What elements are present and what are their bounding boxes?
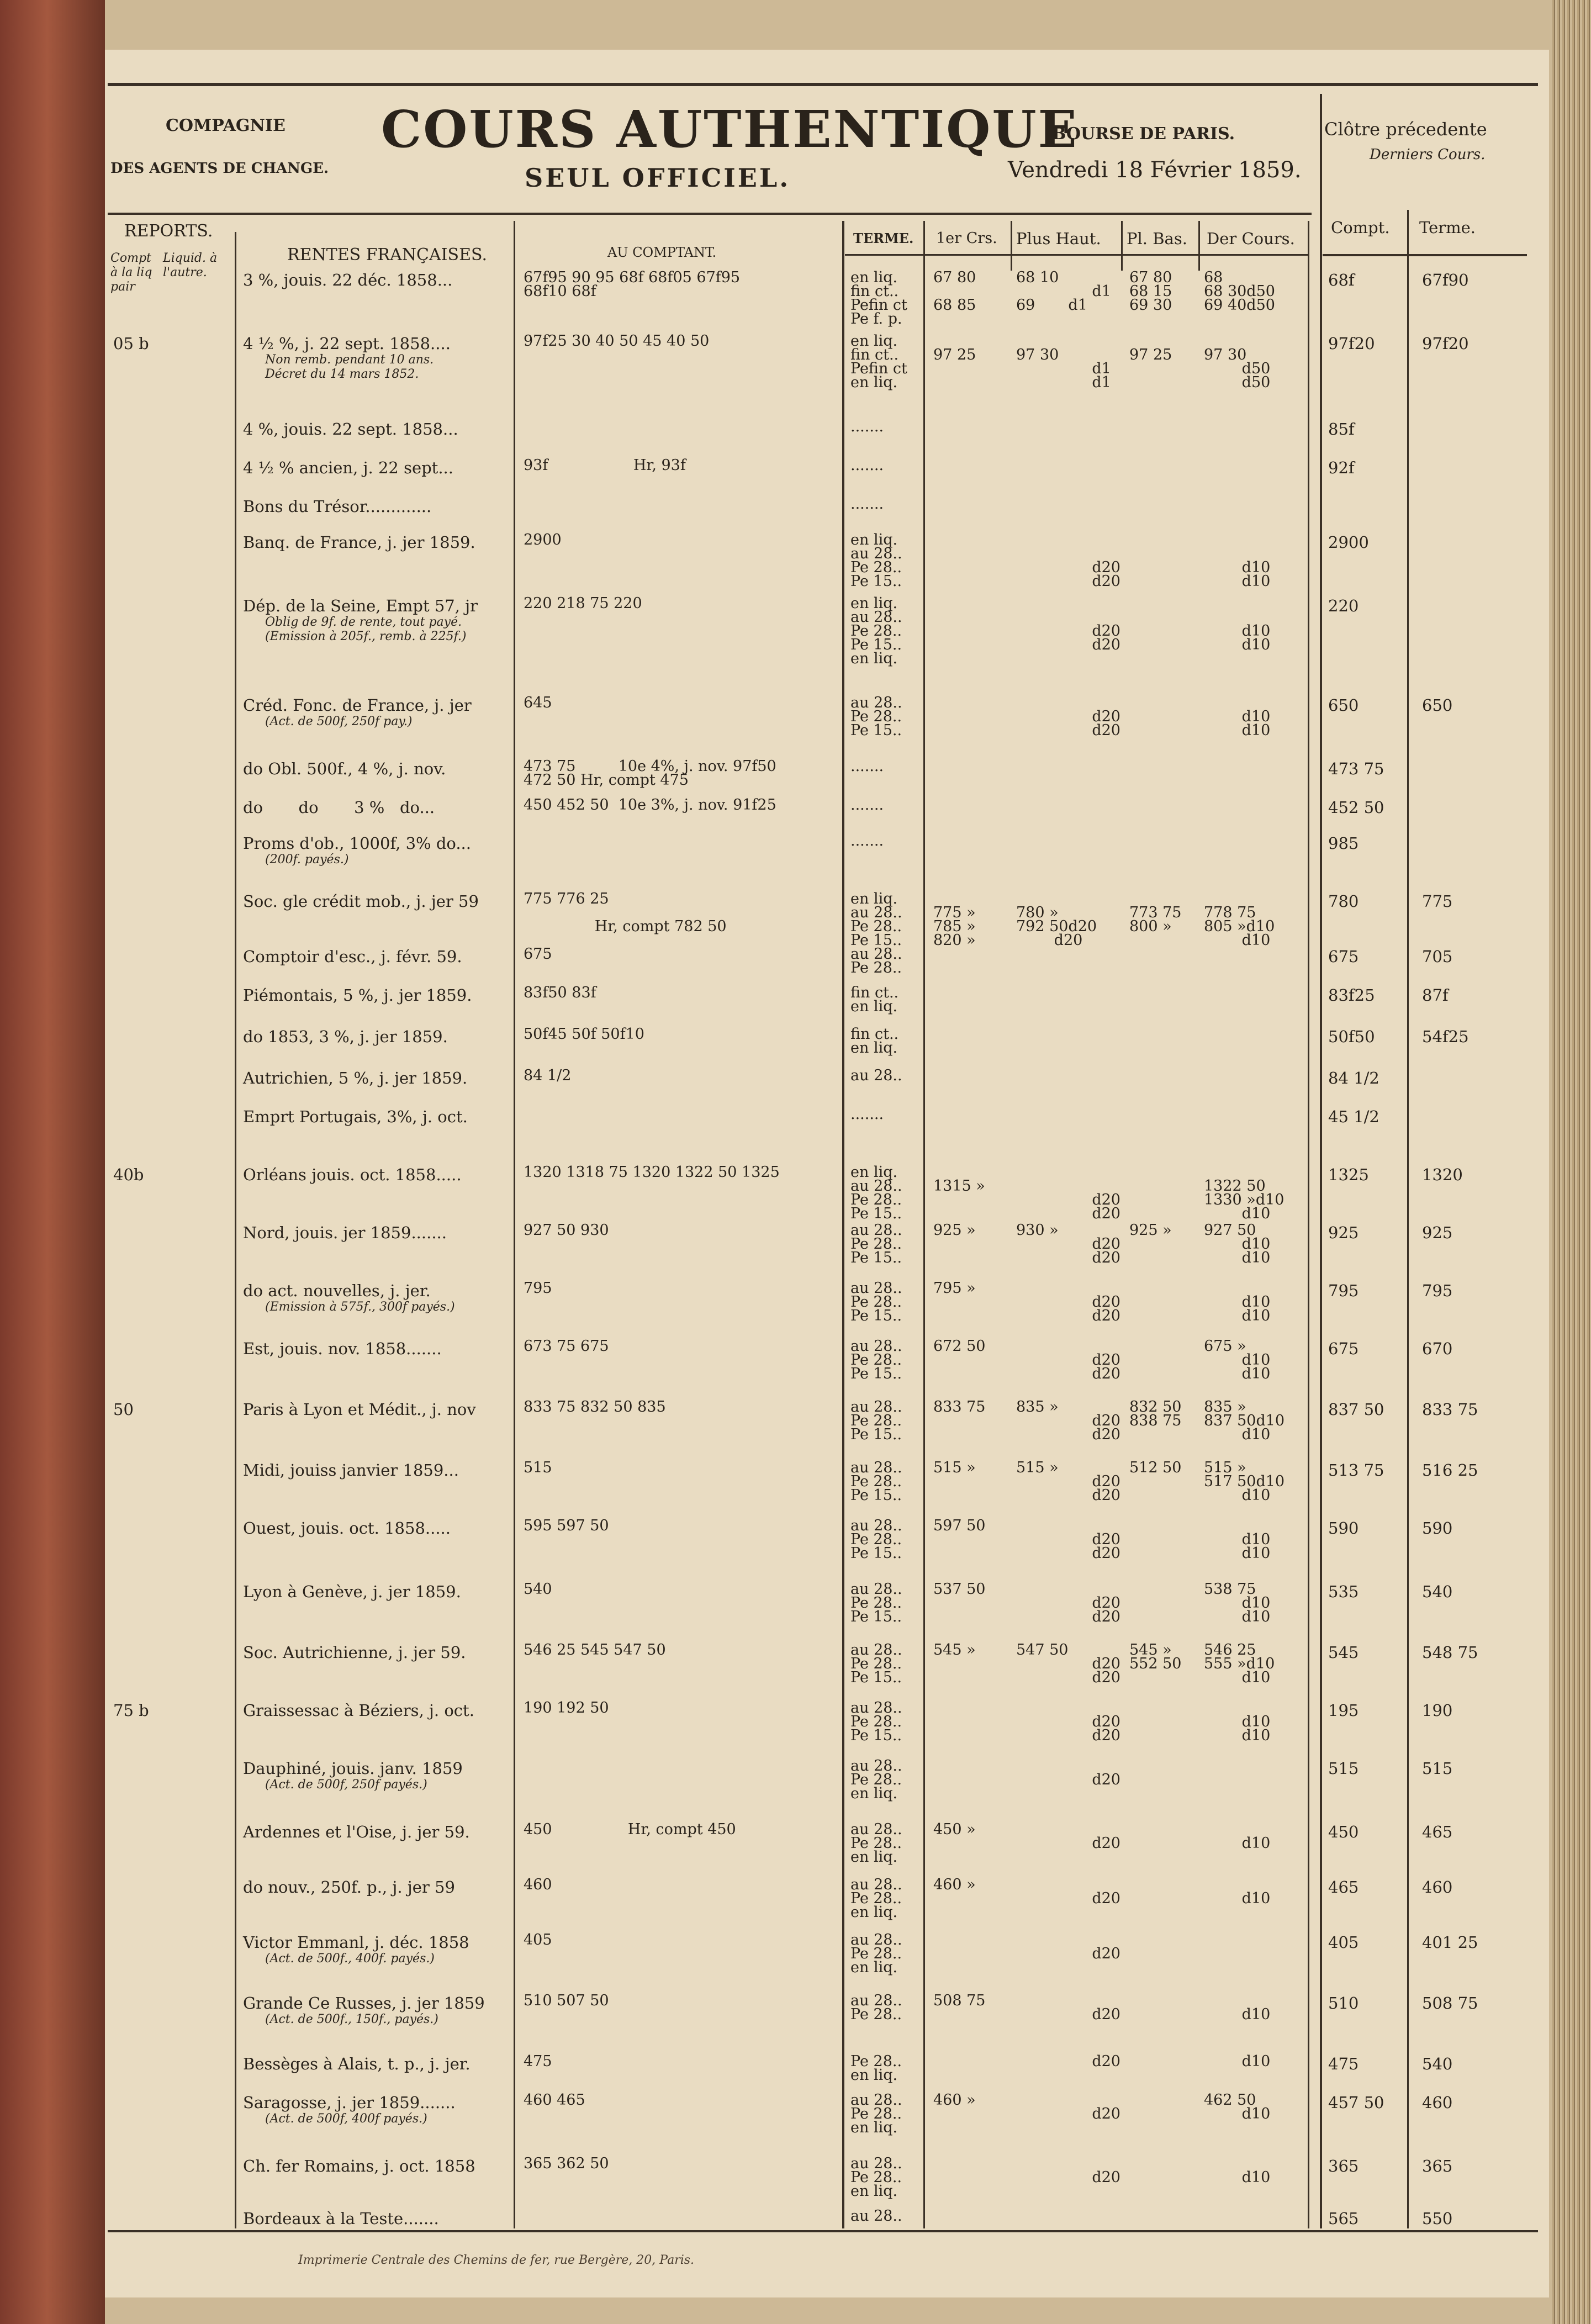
cell-prec-c: 545 xyxy=(1328,1643,1359,1662)
cell-prec-c: 675 xyxy=(1328,1339,1359,1358)
cell-prec-t: 465 xyxy=(1422,1823,1453,1841)
cell-prec-c: 590 xyxy=(1328,1519,1359,1538)
cell-terme: au 28.. Pe 28.. Pe 15.. xyxy=(850,1338,902,1382)
cell-terme: au 28.. Pe 28.. en liq. xyxy=(850,1931,902,1976)
cell-prec-c: 465 xyxy=(1328,1878,1359,1897)
cell-dernier: 546 25 555 »d10 d10 xyxy=(1204,1641,1275,1686)
cell-comptant: 405 xyxy=(524,1931,552,1948)
cell-prec-c: 68f xyxy=(1328,271,1355,289)
vrule-terme-l xyxy=(842,221,844,2228)
cell-comptant: 2900 xyxy=(524,531,562,548)
cell-terme: fin ct.. en liq. xyxy=(850,984,899,1015)
vrule-reports xyxy=(235,232,236,2228)
cell-prec-c: 84 1/2 xyxy=(1328,1069,1379,1087)
cell-name: Piémontais, 5 %, j. jer 1859. xyxy=(243,986,472,1005)
cell-comptant: 450 452 50 10e 3%, j. nov. 91f25 xyxy=(524,796,776,814)
cell-terme: au 28.. Pe 28.. en liq. xyxy=(850,2155,902,2200)
vrule-haut xyxy=(1121,221,1123,271)
cell-terme: au 28.. Pe 28.. Pe 15.. xyxy=(850,1641,902,1686)
cell-name: Lyon à Genève, j. jer 1859. xyxy=(243,1582,461,1601)
cell-haut: 835 » d20 d20 xyxy=(1016,1398,1120,1443)
cell-haut: d20 xyxy=(1016,2053,1120,2070)
cell-comptant: 510 507 50 xyxy=(524,1992,609,2009)
cell-prec-c: 925 xyxy=(1328,1223,1359,1242)
cell-dernier: d10 d10 xyxy=(1241,1293,1271,1324)
cell-dernier: 462 50 d10 xyxy=(1204,2091,1271,2122)
cell-name: 4 ½ %, j. 22 sept. 1858.... xyxy=(243,334,451,353)
cell-haut: d20 xyxy=(1092,1890,1120,1907)
cell-dernier: 538 75 d10 d10 xyxy=(1204,1581,1271,1625)
cell-comptant: 365 362 50 xyxy=(524,2155,609,2172)
vrule-terme-r xyxy=(923,221,925,2228)
cell-name: Dép. de la Seine, Empt 57, jr xyxy=(243,596,478,615)
vrule-prec xyxy=(1407,210,1409,2228)
col-compt-pair: Compt à la liq pair xyxy=(110,251,152,294)
cell-prec-c: 795 xyxy=(1328,1281,1359,1300)
bourse-label: BOURSE DE PARIS. xyxy=(1052,124,1235,144)
cell-name: do act. nouvelles, j. jer. xyxy=(243,1281,431,1300)
cell-prec-c: 45 1/2 xyxy=(1328,1107,1379,1126)
cell-prec-t: 775 xyxy=(1422,892,1453,911)
header-rule xyxy=(108,213,1312,215)
cell-name: Saragosse, j. jer 1859....... xyxy=(243,2093,456,2112)
cell-dernier: d10 xyxy=(1241,2169,1271,2186)
cell-report: 75 b xyxy=(113,1701,149,1720)
col-prec-compt: Compt. xyxy=(1331,218,1390,237)
cell-premier: 450 » xyxy=(933,1821,976,1838)
top-rule xyxy=(108,83,1538,86)
cell-premier: 508 75 xyxy=(933,1992,986,2009)
cell-name: Grande Ce Russes, j. jer 1859 xyxy=(243,1994,485,2013)
cell-prec-c: 457 50 xyxy=(1328,2093,1384,2112)
cell-prec-t: 550 xyxy=(1422,2209,1453,2228)
cell-bas: 545 » 552 50 xyxy=(1129,1641,1182,1672)
cell-note: (Act. de 500f, 250f payés.) xyxy=(265,1778,427,1792)
cell-premier: 460 » xyxy=(933,1876,976,1893)
cell-premier: 545 » xyxy=(933,1641,976,1659)
cell-name: Paris à Lyon et Médit., j. nov xyxy=(243,1400,476,1419)
cell-terme: ....... xyxy=(850,495,884,513)
cell-prec-t: 508 75 xyxy=(1422,1994,1478,2013)
cell-terme: ....... xyxy=(850,1106,884,1123)
cell-terme: en liq. au 28.. Pe 28.. Pe 15.. xyxy=(850,890,902,949)
cell-bas: 512 50 xyxy=(1129,1459,1182,1476)
cell-name: Nord, jouis. jer 1859....... xyxy=(243,1223,447,1242)
cell-prec-c: 50f50 xyxy=(1328,1027,1375,1046)
company-line1: COMPAGNIE xyxy=(166,116,286,135)
col-prec-terme: Terme. xyxy=(1419,218,1476,237)
cell-prec-c: 675 xyxy=(1328,947,1359,966)
cell-dernier: d10 d10 xyxy=(1241,559,1271,590)
col-name: RENTES FRANÇAISES. xyxy=(287,245,487,265)
cell-comptant: 460 465 xyxy=(524,2091,585,2109)
cell-name: 3 %, jouis. 22 déc. 1858... xyxy=(243,271,453,289)
cell-terme: au 28.. Pe 28.. en liq. xyxy=(850,1757,902,1802)
cell-terme: au 28.. Pe 28.. en liq. xyxy=(850,2091,902,2136)
cell-premier: 775 » 785 » 820 » xyxy=(933,904,976,949)
cell-prec-t: 87f xyxy=(1422,986,1449,1005)
cell-name: Ouest, jouis. oct. 1858..... xyxy=(243,1519,451,1538)
cell-prec-c: 650 xyxy=(1328,696,1359,715)
cell-prec-c: 365 xyxy=(1328,2157,1359,2175)
cell-note: (Act. de 500f., 150f., payés.) xyxy=(265,2013,438,2026)
cell-haut: 515 » d20 d20 xyxy=(1016,1459,1120,1504)
cell-name: Graissessac à Béziers, j. oct. xyxy=(243,1701,474,1720)
cell-terme: en liq. fin ct.. Pefin ct en liq. xyxy=(850,332,907,391)
header-rule-right xyxy=(1323,254,1527,256)
cell-prec-t: 401 25 xyxy=(1422,1933,1478,1952)
col-liquid: Liquid. à l'autre. xyxy=(163,251,218,279)
cell-prec-t: 516 25 xyxy=(1422,1461,1478,1480)
cell-premier: 1315 » xyxy=(933,1177,985,1195)
cell-prec-c: 473 75 xyxy=(1328,759,1384,778)
cell-note: (Act. de 500f, 400f payés.) xyxy=(265,2112,427,2126)
cell-haut: 930 » d20 d20 xyxy=(1016,1222,1120,1266)
cell-prec-t: 67f90 xyxy=(1422,271,1469,289)
cell-dernier: 675 » d10 d10 xyxy=(1204,1338,1271,1382)
date-line: Vendredi 18 Février 1859. xyxy=(1008,157,1302,183)
vrule-premier xyxy=(1011,221,1012,271)
cell-note: Non remb. pendant 10 ans. Décret du 14 mars 1852. xyxy=(265,353,434,381)
col-terme: TERME. xyxy=(853,230,914,246)
cell-premier: 925 » xyxy=(933,1222,976,1239)
cell-haut: d20 xyxy=(1092,1835,1120,1852)
cell-haut: d20 d20 xyxy=(1092,1293,1120,1324)
cell-terme: en liq. fin ct.. Pefin ct Pe f. p. xyxy=(850,269,907,328)
cell-prec-t: 460 xyxy=(1422,2093,1453,2112)
cell-prec-c: 985 xyxy=(1328,834,1359,853)
cell-premier: 460 » xyxy=(933,2091,976,2109)
cell-name: Ch. fer Romains, j. oct. 1858 xyxy=(243,2157,475,2175)
cell-prec-c: 2900 xyxy=(1328,533,1369,552)
cell-dernier: d10 d10 xyxy=(1241,1713,1271,1744)
cell-terme: fin ct.. en liq. xyxy=(850,1026,899,1057)
cell-premier: 672 50 xyxy=(933,1338,986,1355)
cell-premier: 537 50 xyxy=(933,1581,986,1598)
cell-haut: d20 xyxy=(1092,1945,1120,1962)
cell-name: do 1853, 3 %, j. jer 1859. xyxy=(243,1027,448,1046)
imprint-footer: Imprimerie Centrale des Chemins de fer, rue Bergère, 20, Paris. xyxy=(298,2253,695,2267)
cloture-title: Clôtre précedente xyxy=(1324,119,1487,140)
cell-prec-c: 83f25 xyxy=(1328,986,1375,1005)
cell-comptant: 595 597 50 xyxy=(524,1517,609,1534)
cell-comptant: 220 218 75 220 xyxy=(524,595,642,612)
cell-terme: au 28.. Pe 28.. Pe 15.. xyxy=(850,694,902,739)
cell-premier: 833 75 xyxy=(933,1398,986,1415)
cell-terme: ....... xyxy=(850,758,884,775)
cell-name: Emprt Portugais, 3%, j. oct. xyxy=(243,1107,468,1126)
cell-comptant: 97f25 30 40 50 45 40 50 xyxy=(524,332,710,350)
cell-prec-c: 475 xyxy=(1328,2054,1359,2073)
cell-name: Ardennes et l'Oise, j. jer 59. xyxy=(243,1823,470,1841)
cell-terme: au 28.. Pe 28.. Pe 15.. xyxy=(850,1280,902,1324)
cell-bas: 925 » xyxy=(1129,1222,1172,1239)
cell-comptant: 927 50 930 xyxy=(524,1222,609,1239)
cell-note: (Act. de 500f., 400f. payés.) xyxy=(265,1952,435,1966)
cell-terme: au 28.. Pe 28.. Pe 15.. xyxy=(850,1222,902,1266)
cell-name: Soc. Autrichienne, j. jer 59. xyxy=(243,1643,466,1662)
cell-comptant: 473 75 10e 4%, j. nov. 97f50 472 50 Hr, compt 475 xyxy=(524,758,776,789)
cell-name: Est, jouis. nov. 1858....... xyxy=(243,1339,442,1358)
cell-report: 05 b xyxy=(113,334,149,353)
cell-haut: d20 d20 xyxy=(1092,1531,1120,1562)
cell-comptant: 67f95 90 95 68f 68f05 67f95 68f10 68f xyxy=(524,269,741,300)
cell-prec-t: 515 xyxy=(1422,1759,1453,1778)
cell-prec-t: 540 xyxy=(1422,2054,1453,2073)
cell-terme: au 28.. Pe 28.. xyxy=(850,1992,902,2023)
cell-comptant: 775 776 25 Hr, compt 782 50 xyxy=(524,890,727,935)
cell-dernier: d10 xyxy=(1204,2053,1271,2070)
cell-premier: 597 50 xyxy=(933,1517,986,1534)
cell-dernier: 515 » 517 50d10 d10 xyxy=(1204,1459,1285,1504)
cell-haut: d20 xyxy=(1092,2169,1120,2186)
cell-terme: au 28.. xyxy=(850,2207,902,2225)
col-premier: 1er Crs. xyxy=(936,230,997,247)
cell-comptant: 450 Hr, compt 450 xyxy=(524,1821,736,1838)
cell-terme: ....... xyxy=(850,457,884,474)
cell-prec-c: 452 50 xyxy=(1328,798,1384,817)
book-binding xyxy=(0,0,105,2324)
cell-prec-t: 650 xyxy=(1422,696,1453,715)
cell-prec-c: 97f20 xyxy=(1328,334,1375,353)
cell-name: 4 %, jouis. 22 sept. 1858... xyxy=(243,420,458,439)
cell-prec-t: 795 xyxy=(1422,1281,1453,1300)
cell-terme: au 28.. Pe 28.. en liq. xyxy=(850,1876,902,1921)
cell-bas: 773 75 800 » xyxy=(1129,904,1182,935)
cell-prec-t: 365 xyxy=(1422,2157,1453,2175)
cell-prec-c: 220 xyxy=(1328,596,1359,615)
cell-prec-t: 833 75 xyxy=(1422,1400,1478,1419)
cell-prec-c: 450 xyxy=(1328,1823,1359,1841)
colhead-rule xyxy=(845,254,1309,256)
cell-note: Oblig de 9f. de rente, tout payé. (Emission à 205f., remb. à 225f.) xyxy=(265,615,467,643)
cell-name: do nouv., 250f. p., j. jer 59 xyxy=(243,1878,455,1897)
cell-terme: au 28.. Pe 28.. Pe 15.. xyxy=(850,1581,902,1625)
cell-premier: 97 25 xyxy=(933,346,976,363)
cell-comptant: 93f Hr, 93f xyxy=(524,457,686,474)
cell-premier: 795 » xyxy=(933,1280,976,1297)
cell-comptant: 190 192 50 xyxy=(524,1699,609,1716)
vrule-dernier xyxy=(1308,221,1309,2228)
cell-comptant: 546 25 545 547 50 xyxy=(524,1641,666,1659)
cell-prec-c: 513 75 xyxy=(1328,1461,1384,1480)
cell-prec-t: 670 xyxy=(1422,1339,1453,1358)
cell-prec-c: 85f xyxy=(1328,420,1355,439)
cell-haut: d20 d20 xyxy=(1092,559,1120,590)
bottom-rule xyxy=(108,2230,1538,2232)
cell-comptant: 673 75 675 xyxy=(524,1338,609,1355)
cell-comptant: 83f50 83f xyxy=(524,984,596,1001)
cell-comptant: 675 xyxy=(524,946,552,963)
cell-prec-c: 780 xyxy=(1328,892,1359,911)
cell-prec-t: 925 xyxy=(1422,1223,1453,1242)
col-comptant: AU COMPTANT. xyxy=(607,245,717,260)
cell-report: 50 xyxy=(113,1400,134,1419)
cell-report: 40b xyxy=(113,1165,144,1184)
cell-haut: d20 xyxy=(1092,2006,1120,2023)
cell-premier: 515 » xyxy=(933,1459,976,1476)
cell-comptant: 460 xyxy=(524,1876,552,1893)
cell-note: (200f. payés.) xyxy=(265,853,349,867)
cell-terme: au 28.. Pe 28.. Pe 15.. xyxy=(850,1459,902,1504)
page-edges xyxy=(1552,0,1591,2324)
cell-prec-t: 460 xyxy=(1422,1878,1453,1897)
cell-comptant: 475 xyxy=(524,2053,552,2070)
cell-dernier: d10 d10 xyxy=(1241,1531,1271,1562)
cell-terme: ....... xyxy=(850,418,884,435)
cell-dernier: d10 d10 xyxy=(1241,708,1271,739)
cell-haut: 97 30 d1 d1 xyxy=(1016,346,1111,391)
cell-name: Autrichien, 5 %, j. jer 1859. xyxy=(243,1069,468,1087)
cell-name: Victor Emmanl, j. déc. 1858 xyxy=(243,1933,469,1952)
cloture-subtitle: Derniers Cours. xyxy=(1370,146,1486,163)
cell-haut: d20 d20 xyxy=(1092,1594,1120,1625)
cell-comptant: 540 xyxy=(524,1581,552,1598)
cell-name: 4 ½ % ancien, j. 22 sept... xyxy=(243,458,453,477)
cell-comptant: 1320 1318 75 1320 1322 50 1325 xyxy=(524,1164,780,1181)
vrule-cloture xyxy=(1320,94,1322,2228)
cell-prec-c: 565 xyxy=(1328,2209,1359,2228)
cell-haut: 547 50 d20 d20 xyxy=(1016,1641,1120,1686)
cell-haut: 68 10 d1 69 d1 xyxy=(1016,269,1111,314)
cell-name: Bordeaux à la Teste....... xyxy=(243,2209,439,2228)
cell-haut: d20 d20 xyxy=(1092,1713,1120,1744)
cell-prec-t: 540 xyxy=(1422,1582,1453,1601)
cell-terme: au 28.. Pe 28.. en liq. xyxy=(850,1821,902,1866)
cell-name: Comptoir d'esc., j. févr. 59. xyxy=(243,947,462,966)
cell-prec-c: 510 xyxy=(1328,1994,1359,2013)
cell-dernier: d10 d10 xyxy=(1241,622,1271,653)
vrule-name xyxy=(514,221,515,2228)
cell-terme: au 28.. Pe 28.. xyxy=(850,946,902,976)
cell-haut: 780 » 792 50d20 d20 xyxy=(1016,904,1097,949)
cell-terme: ....... xyxy=(850,796,884,814)
cell-haut: d20 xyxy=(1092,2105,1120,2122)
cell-name: Midi, jouiss janvier 1859... xyxy=(243,1461,459,1480)
cell-prec-c: 837 50 xyxy=(1328,1400,1384,1419)
cell-dernier: 778 75 805 »d10 d10 xyxy=(1204,904,1275,949)
cell-note: (Act. de 500f, 250f pay.) xyxy=(265,715,413,728)
col-reports: REPORTS. xyxy=(124,221,213,241)
cell-comptant: 645 xyxy=(524,694,552,711)
cell-comptant: 515 xyxy=(524,1459,552,1476)
cell-terme: au 28.. Pe 28.. Pe 15.. xyxy=(850,1699,902,1744)
cell-dernier: 927 50 d10 d10 xyxy=(1204,1222,1271,1266)
cell-name: Soc. gle crédit mob., j. jer 59 xyxy=(243,892,479,911)
col-dernier: Der Cours. xyxy=(1207,229,1295,248)
cell-haut: d20 xyxy=(1092,1771,1120,1788)
cell-prec-t: 548 75 xyxy=(1422,1643,1478,1662)
cell-comptant: 84 1/2 xyxy=(524,1067,572,1084)
cell-prec-t: 54f25 xyxy=(1422,1027,1469,1046)
cell-comptant: 795 xyxy=(524,1280,552,1297)
cell-prec-t: 97f20 xyxy=(1422,334,1469,353)
cell-premier: 67 80 68 85 xyxy=(933,269,976,314)
cell-name: Banq. de France, j. jer 1859. xyxy=(243,533,475,552)
cell-terme: Pe 28.. en liq. xyxy=(850,2053,902,2084)
cell-comptant: 833 75 832 50 835 xyxy=(524,1398,666,1415)
cell-dernier: 835 » 837 50d10 d10 xyxy=(1204,1398,1285,1443)
cell-prec-t: 705 xyxy=(1422,947,1453,966)
cell-note: (Emission à 575f., 300f payés.) xyxy=(265,1300,455,1314)
cell-name: Créd. Fonc. de France, j. jer xyxy=(243,696,472,715)
cell-haut: d20 d20 xyxy=(1092,708,1120,739)
cell-name: Dauphiné, jouis. janv. 1859 xyxy=(243,1759,463,1778)
cell-terme: en liq. au 28.. Pe 28.. Pe 15.. xyxy=(850,1164,902,1222)
cell-terme: en liq. au 28.. Pe 28.. Pe 15.. en liq. xyxy=(850,595,902,667)
cell-prec-c: 515 xyxy=(1328,1759,1359,1778)
col-plus-bas: Pl. Bas. xyxy=(1127,229,1187,248)
company-line2: DES AGENTS DE CHANGE. xyxy=(110,160,329,177)
cell-prec-t: 1320 xyxy=(1422,1165,1463,1184)
cell-haut: d20 d20 xyxy=(1092,622,1120,653)
cell-name: Bessèges à Alais, t. p., j. jer. xyxy=(243,2054,471,2073)
cell-prec-c: 1325 xyxy=(1328,1165,1369,1184)
cell-bas: 832 50 838 75 xyxy=(1129,1398,1182,1429)
cell-prec-c: 92f xyxy=(1328,458,1355,477)
cell-haut: d20 d20 xyxy=(1092,1351,1120,1382)
cell-name: do Obl. 500f., 4 %, j. nov. xyxy=(243,759,446,778)
cell-dernier: d10 xyxy=(1241,1835,1271,1852)
cell-dernier: 1322 50 1330 »d10 d10 xyxy=(1204,1177,1285,1222)
cell-terme: ....... xyxy=(850,832,884,849)
cell-dernier: 97 30 d50 d50 xyxy=(1204,346,1271,391)
cell-name: Proms d'ob., 1000f, 3% do... xyxy=(243,834,471,853)
cell-prec-c: 405 xyxy=(1328,1933,1359,1952)
cell-dernier: 68 68 30d50 69 40d50 xyxy=(1204,269,1275,314)
cell-terme: en liq. au 28.. Pe 28.. Pe 15.. xyxy=(850,531,902,590)
cell-prec-t: 190 xyxy=(1422,1701,1453,1720)
cell-terme: au 28.. Pe 28.. Pe 15.. xyxy=(850,1517,902,1562)
col-plus-haut: Plus Haut. xyxy=(1016,229,1101,248)
cell-dernier: d10 xyxy=(1241,1890,1271,1907)
cell-name: do do 3 % do... xyxy=(243,798,435,817)
cell-terme: au 28.. xyxy=(850,1067,902,1084)
cell-bas: 67 80 68 15 69 30 xyxy=(1129,269,1172,314)
cell-name: Bons du Trésor............. xyxy=(243,497,432,516)
page-title: COURS AUTHENTIQUE xyxy=(381,99,1079,159)
cell-comptant: 50f45 50f 50f10 xyxy=(524,1026,644,1043)
cell-bas: 97 25 xyxy=(1129,346,1172,363)
cell-haut: d20 d20 xyxy=(1092,1191,1120,1222)
vrule-bas xyxy=(1198,221,1200,271)
cell-name: Orléans jouis. oct. 1858..... xyxy=(243,1165,462,1184)
cell-prec-c: 535 xyxy=(1328,1582,1359,1601)
cell-prec-c: 195 xyxy=(1328,1701,1359,1720)
cell-prec-t: 590 xyxy=(1422,1519,1453,1538)
cell-terme: au 28.. Pe 28.. Pe 15.. xyxy=(850,1398,902,1443)
cell-dernier: d10 xyxy=(1241,2006,1271,2023)
page-subtitle: SEUL OFFICIEL. xyxy=(525,163,791,193)
